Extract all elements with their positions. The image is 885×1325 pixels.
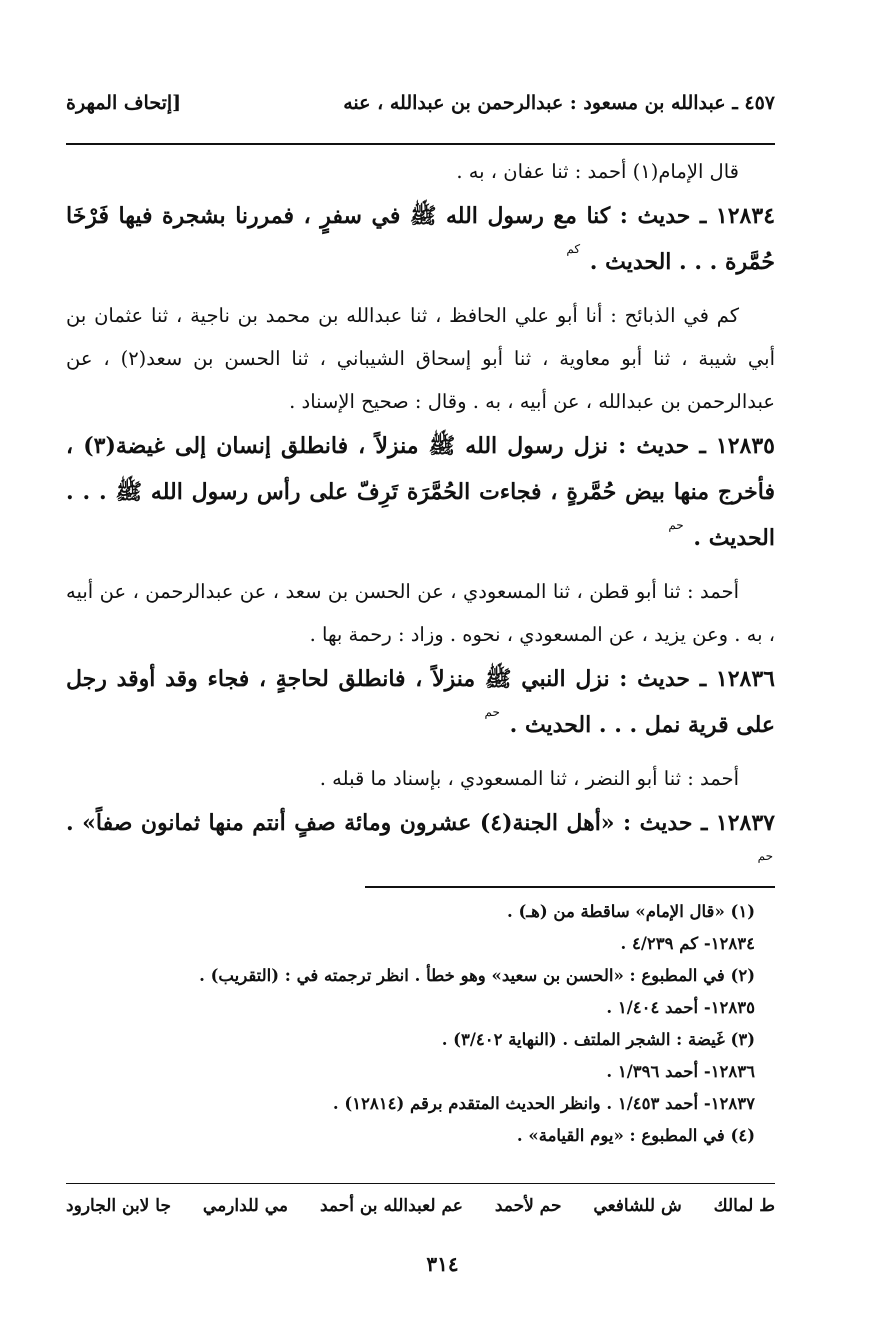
page-number: ٣١٤ (426, 1252, 459, 1276)
footnote: ١٢٨٣٥- أحمد ١/٤٠٤ . (606, 998, 755, 1017)
hadith-number: ١٢٨٣٧ (715, 810, 775, 836)
abbreviation: حم لأحمد (494, 1196, 562, 1216)
book-title: [إتحاف المهرة (66, 92, 182, 114)
footnote: (٤) في المطبوع : «يوم القيامة» . (516, 1126, 755, 1145)
abbreviation: ط لمالك (713, 1196, 775, 1216)
abbreviation: ش للشافعي (593, 1196, 682, 1216)
abbreviation: جا لابن الجارود (66, 1196, 171, 1216)
chain-of-narration: قال الإمام(١) أحمد : ثنا عفان ، به . (456, 160, 739, 183)
chain-of-narration: أحمد : ثنا أبو النضر ، ثنا المسعودي ، بإسناد ما قبله . (319, 767, 739, 790)
footnote: ١٢٨٣٦- أحمد ١/٣٩٦ . (606, 1062, 755, 1081)
hadith-12834 (66, 193, 775, 288)
hadith-number: ١٢٨٣٥ (715, 433, 775, 459)
footnote: ١٢٨٣٧- أحمد ١/٤٥٣ . وانظر الحديث المتقدم برقم (١٢٨١٤) . (332, 1094, 755, 1113)
abbreviation: مي للدارمي (202, 1196, 289, 1216)
source-mark: حم (484, 705, 500, 719)
hadith-12835 (66, 423, 775, 564)
hadith-text: ـ حديث : نزل رسول الله ﷺ منزلاً ، فانطلق إنسان إلى غيضة(٣) ، فأخرج منها بيض حُمَّرةٍ ، فجاءت الحُمَّرَة تَرِفّ على رأس رسول الله ﷺ . . . الحديث . (66, 433, 775, 551)
hadith-number: ١٢٨٣٦ (715, 666, 775, 692)
main-text (66, 150, 775, 895)
hadith-12837 (66, 800, 775, 895)
footnote: (٣) غَيضة : الشجر الملتف . (النهاية ٣/٤٠٢) . (441, 1030, 755, 1049)
abbreviations-key (66, 1196, 775, 1216)
footnote: (١) «قال الإمام» ساقطة من (هـ) . (507, 902, 755, 921)
hadith-text: ـ حديث : كنا مع رسول الله ﷺ في سفرٍ ، فمررنا بشجرة فيها فَرْخَا حُمَّرة . . . الحديث . (66, 203, 775, 275)
running-header (66, 92, 775, 126)
hadith-text: ـ حديث : «أهل الجنة(٤) عشرون ومائة صفٍ أنتم منها ثمانون صفاً» . (66, 810, 708, 836)
hadith-12836 (66, 656, 775, 751)
footnote: ١٢٨٣٤- كم ٤/٢٣٩ . (620, 934, 755, 953)
chain-of-narration: كم في الذبائح : أنا أبو علي الحافظ ، ثنا عبدالله بن محمد بن ناجية ، ثنا عثمان بن أبي شيبة ، ثنا أبو معاوية ، ثنا أبو إسحاق الشيباني ، ثنا الحسن بن سعد(٢) ، عن عبدالرحمن بن عبدالله ، عن أبيه ، به . وقال : صحيح الإسناد . (66, 304, 775, 413)
source-mark: حم (757, 849, 773, 863)
abbreviations-divider (66, 1183, 775, 1184)
chapter-title: ٤٥٧ ـ عبدالله بن مسعود : عبدالرحمن بن عبدالله ، عنه (343, 92, 775, 114)
source-mark: كم (566, 242, 581, 256)
abbreviation: عم لعبدالله بن أحمد (319, 1196, 463, 1216)
hadith-number: ١٢٨٣٤ (715, 203, 776, 229)
footnotes (130, 896, 755, 1152)
footnote-divider (365, 886, 775, 888)
chain-of-narration: أحمد : ثنا أبو قطن ، ثنا المسعودي ، عن الحسن بن سعد ، عن عبدالرحمن ، عن أبيه ، به . وعن يزيد ، عن المسعودي ، نحوه . وزاد : رحمة بها . (66, 580, 775, 646)
footnote: (٢) في المطبوع : «الحسن بن سعيد» وهو خطأ . انظر ترجمته في : (التقريب) . (199, 966, 755, 985)
source-mark: حم (668, 518, 684, 532)
hadith-text: ـ حديث : نزل النبي ﷺ منزلاً ، فانطلق لحاجةٍ ، فجاء وقد أوقد رجل على قرية نمل . . . الحديث . (66, 666, 775, 738)
header-divider (66, 143, 775, 145)
